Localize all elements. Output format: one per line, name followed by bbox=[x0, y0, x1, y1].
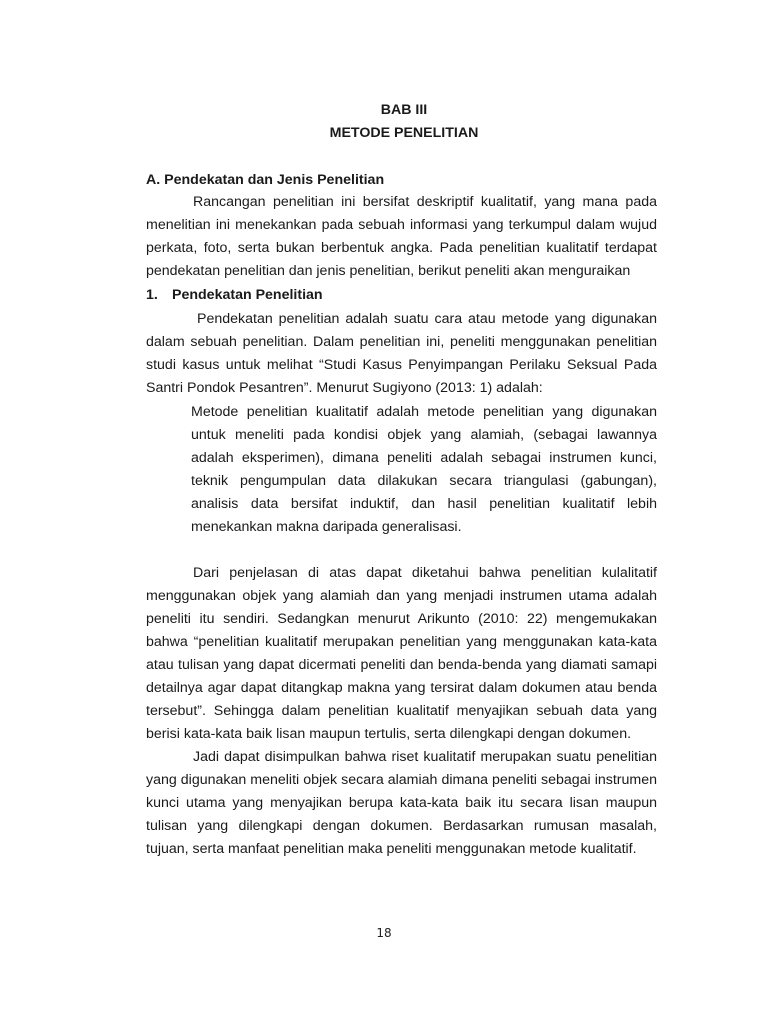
paragraph-line: kunci utama yang menyajikan berupa kata-kata baik itu secara lisan maupun bbox=[146, 795, 657, 811]
paragraph-line: perkata, foto, serta bukan berbentuk angka. Pada penelitian kualitatif terdapat bbox=[146, 240, 657, 256]
paragraph-line: tersebut”. Sehingga dalam penelitian kualitatif menyajikan sebuah data yang bbox=[146, 703, 657, 719]
quote-line: analisis data bersifat induktif, dan hasil penelitian kualitatif lebih bbox=[191, 496, 657, 512]
subsection-number: 1. bbox=[146, 287, 158, 303]
paragraph-line: bahwa “penelitian kualitatif merupakan penelitian yang menggunakan kata-kata bbox=[146, 634, 657, 650]
paragraph-line: Santri Pondok Pesantren”. Menurut Sugiyono (2013: 1) adalah: bbox=[146, 380, 543, 396]
paragraph-line: peneliti itu sendiri. Sedangkan menurut Arikunto (2010: 22) mengemukakan bbox=[146, 611, 657, 627]
paragraph-line: detailnya agar dapat ditangkap makna yang tersirat dalam dokumen atau benda bbox=[146, 680, 657, 696]
paragraph-line: Pendekatan penelitian adalah suatu cara atau metode yang digunakan bbox=[197, 311, 657, 327]
paragraph-line: Rancangan penelitian ini bersifat deskriptif kualitatif, yang mana pada bbox=[193, 194, 657, 210]
quote-line: menekankan makna daripada generalisasi. bbox=[191, 519, 462, 535]
quote-line: untuk meneliti pada kondisi objek yang alamiah, (sebagai lawannya bbox=[191, 427, 657, 443]
quote-line: teknik pengumpulan data dilakukan secara triangulasi (gabungan), bbox=[191, 473, 657, 489]
page-number: 18 bbox=[376, 926, 392, 940]
chapter-number: BAB III bbox=[380, 102, 428, 118]
paragraph-line: tujuan, serta manfaat penelitian maka peneliti menggunakan metode kualitatif. bbox=[146, 841, 637, 857]
paragraph-line: Dari penjelasan di atas dapat diketahui bahwa penelitian kulalitatif bbox=[193, 565, 657, 581]
chapter-title: METODE PENELITIAN bbox=[329, 125, 479, 141]
quote-line: Metode penelitian kualitatif adalah metode penelitian yang digunakan bbox=[191, 404, 657, 420]
paragraph-line: tulisan yang dilengkapi dengan dokumen. Berdasarkan rumusan masalah, bbox=[146, 818, 657, 834]
paragraph-line: yang digunakan meneliti objek secara alamiah dimana peneliti sebagai instrumen bbox=[146, 772, 657, 788]
paragraph-line: pendekatan penelitian dan jenis penelitian, berikut peneliti akan menguraikan bbox=[146, 263, 631, 279]
section-a-heading: A. Pendekatan dan Jenis Penelitian bbox=[146, 172, 385, 188]
subsection-heading: Pendekatan Penelitian bbox=[172, 287, 323, 303]
paragraph-line: dalam sebuah penelitian. Dalam penelitian ini, peneliti menggunakan penelitian bbox=[146, 334, 657, 350]
paragraph-line: Jadi dapat disimpulkan bahwa riset kualitatif merupakan suatu penelitian bbox=[193, 749, 657, 765]
paragraph-line: menelitian ini menekankan pada sebuah informasi yang terkumpul dalam wujud bbox=[146, 217, 657, 233]
paragraph-line: studi kasus untuk melihat “Studi Kasus Penyimpangan Perilaku Seksual Pada bbox=[146, 357, 657, 373]
paragraph-line: menggunakan objek yang alamiah dan yang menjadi instrumen utama adalah bbox=[146, 588, 657, 604]
quote-line: adalah eksperimen), dimana peneliti adalah sebagai instrumen kunci, bbox=[191, 450, 657, 466]
paragraph-line: atau tulisan yang dapat dicermati peneliti dan benda-benda yang diamati samapi bbox=[146, 657, 657, 673]
paragraph-line: berisi kata-kata baik lisan maupun tertulis, serta dilengkapi dengan dokumen. bbox=[146, 726, 632, 742]
